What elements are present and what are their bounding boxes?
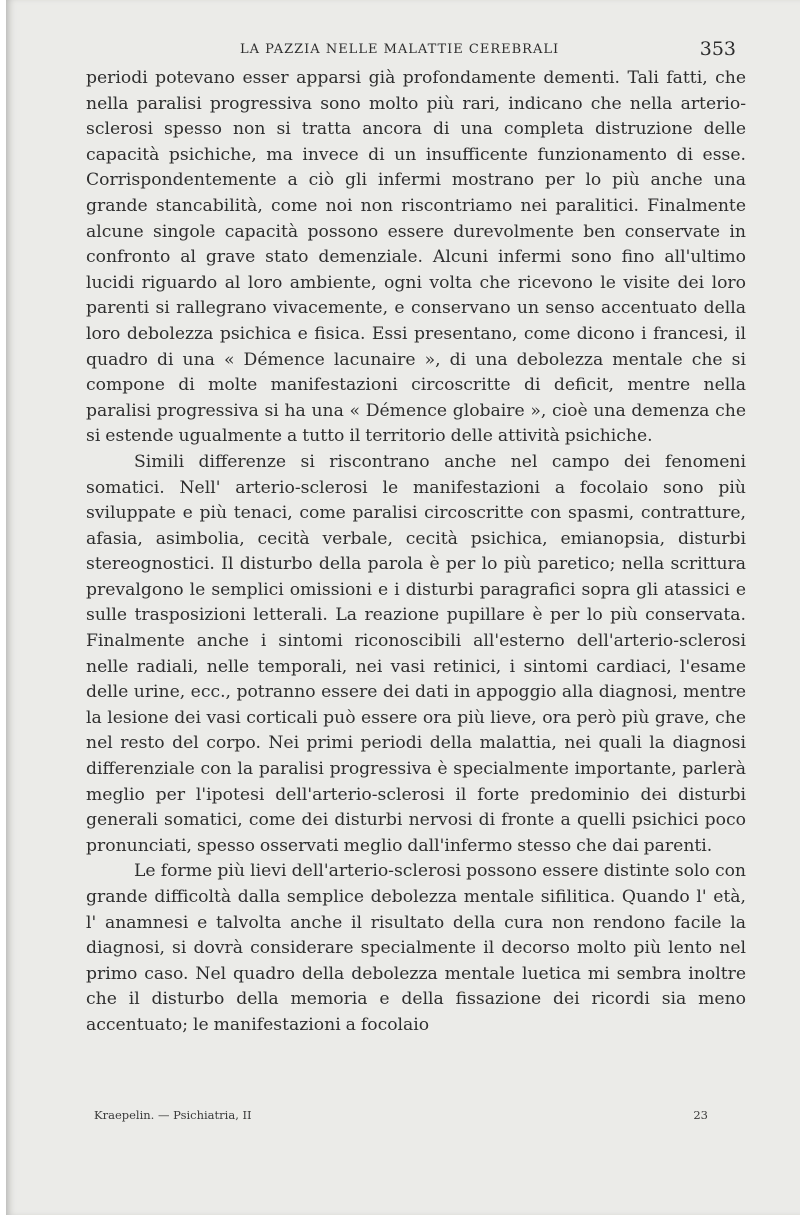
paragraph-1: periodi potevano esser apparsi già profondamente dementi. Tali fatti, che nella paralisi progressiva sono molto più rari, indicano che nella arterio-sclerosi spesso non si tratta ancora di una completa distruzione delle capacità psichiche, ma invece di un insufficente funzionamento di esse. Corrispondentemente a ciò gli infermi mostrano per lo più anche una grande stancabilità, come noi non riscontriamo nei paralitici. Finalmente alcune singole capacità possono essere durevolmente ben conservate in confronto al grave stato demenziale. Alcuni infermi sono fino all'ultimo lucidi riguardo al loro ambiente, ogni volta che ricevono le visite dei loro parenti si rallegrano vivacemente, e conservano un senso accentuato della loro debolezza psichica e fisica. Essi presentano, come dicono i francesi, il quadro di una « Démence lacunaire », di una debolezza mentale che si compone di molte manifestazioni circoscritte di deficit, mentre nella paralisi progressiva si ha una « Démence globaire », cioè una demenza che si estende ugualmente a tutto il territorio delle attività psichiche. bbox=[86, 68, 746, 447]
page-number: 353 bbox=[699, 38, 736, 60]
paragraph-3: Le forme più lievi dell'arterio-sclerosi possono essere distinte solo con grande difficoltà dalla semplice debolezza mentale sifilitica. Quando l' età, l' anamnesi e talvolta anche il risultato della cura non rendono facile la diagnosi, si dovrà considerare specialmente il decorso molto più lento nel primo caso. Nel quadro della debolezza mentale luetica mi sembra inoltre che il disturbo della memoria e della fissazione dei ricordi sia meno accentuato; le manifestazioni a focolaio bbox=[86, 861, 746, 1035]
printer-signature: Kraepelin. — Psichiatria, II bbox=[94, 1108, 252, 1122]
signature-number: 23 bbox=[693, 1108, 708, 1122]
book-page bbox=[6, 0, 800, 1215]
page-header bbox=[88, 38, 736, 60]
body-text bbox=[86, 66, 746, 1039]
page-footer bbox=[94, 1108, 708, 1128]
paragraph-2: Simili differenze si riscontrano anche nel campo dei fenomeni somatici. Nell' arterio-sclerosi le manifestazioni a focolaio sono più sviluppate e più tenaci, come paralisi circoscritte con spasmi, contratture, afasia, asimbolia, cecità verbale, cecità psichica, emianopsia, disturbi stereognostici. Il disturbo della parola è per lo più paretico; nella scrittura prevalgono le semplici omissioni e i disturbi paragrafici sopra gli atassici e sulle trasposizioni letterali. La reazione pupillare è per lo più conservata. Finalmente anche i sintomi riconoscibili all'esterno dell'arterio-sclerosi nelle radiali, nelle temporali, nei vasi retinici, i sintomi cardiaci, l'esame delle urine, ecc., potranno essere dei dati in appoggio alla diagnosi, mentre la lesione dei vasi corticali può essere ora più lieve, ora però più grave, che nel resto del corpo. Nei primi periodi della malattia, nei quali la diagnosi differenziale con la paralisi progressiva è specialmente importante, parlerà meglio per l'ipotesi dell'arterio-sclerosi il forte predominio dei disturbi generali somatici, come dei disturbi nervosi di fronte a quelli psichici poco pronunciati, spesso osservati meglio dall'infermo stesso che dai parenti. bbox=[86, 451, 746, 856]
running-title: LA PAZZIA NELLE MALATTIE CEREBRALI bbox=[240, 42, 560, 57]
